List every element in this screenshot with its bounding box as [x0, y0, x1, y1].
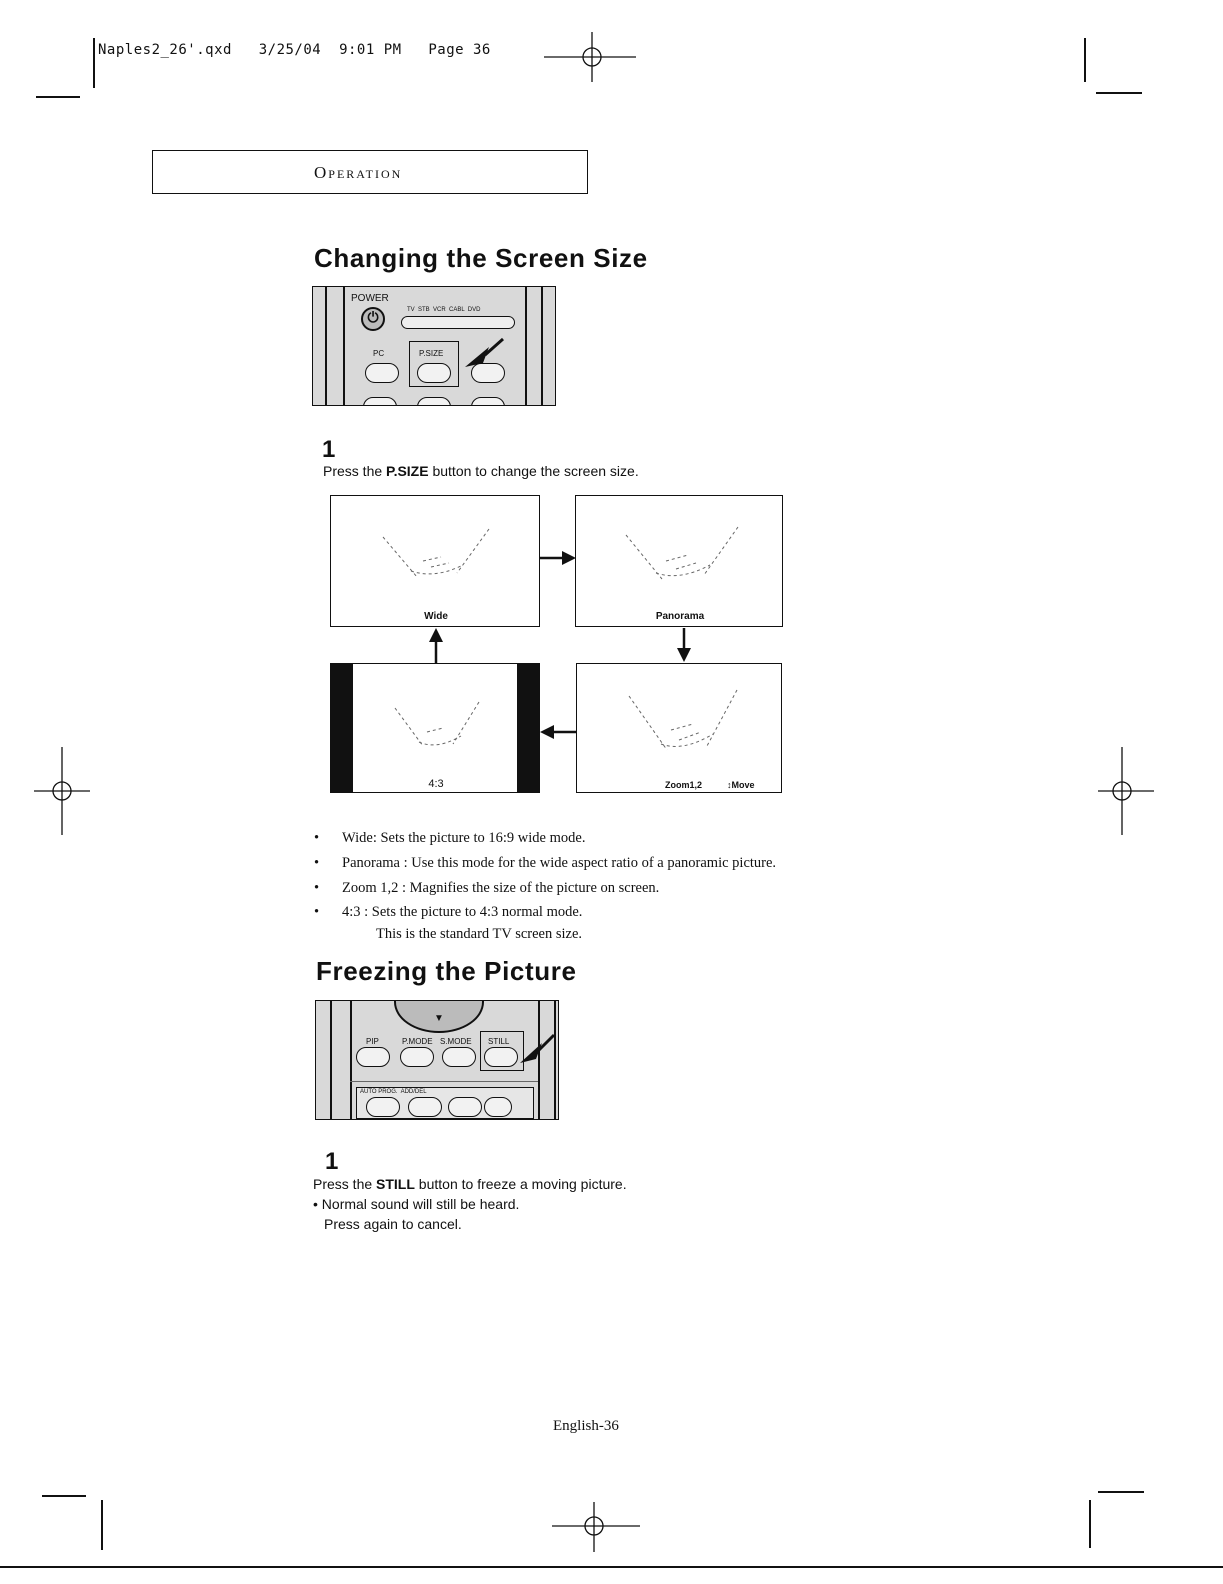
step-text-before: Press the [313, 1176, 377, 1192]
arrow-right-icon [538, 548, 578, 568]
crop-mark [42, 1495, 86, 1497]
remote-edge [541, 287, 543, 406]
page-footer: English-36 [553, 1418, 619, 1434]
panel-label-zoom: Zoom1,2 [665, 780, 703, 790]
picture-sketch-icon [371, 521, 501, 601]
crop-mark [36, 96, 80, 98]
auto-prog-button [366, 1097, 400, 1117]
lower-button [363, 397, 397, 406]
crop-mark [1089, 1500, 1091, 1548]
crop-mark [1084, 38, 1086, 82]
bullet-text: Panorama : Use this mode for the wide aspect ratio of a panoramic picture. [342, 855, 777, 871]
bullet-text: 4:3 : Sets the picture to 4:3 normal mode. [342, 904, 583, 920]
panel-panorama [575, 495, 783, 627]
step-text-after: button to change the screen size. [428, 463, 639, 479]
arrow-left-icon [538, 722, 578, 742]
crop-mark [93, 38, 95, 88]
step-note-2: Press again to cancel. [324, 1216, 462, 1232]
pc-button [365, 363, 399, 383]
bottom-labels: AUTO PROG. ADD/DEL [360, 1089, 427, 1095]
panel-label-wide: Wide [424, 611, 448, 622]
picture-sketch-icon [616, 521, 746, 601]
step-number: 1 [325, 1148, 339, 1175]
registration-mark-right [1094, 745, 1158, 837]
heading-screen-size: Changing the Screen Size [314, 243, 648, 273]
still-button [484, 1047, 518, 1067]
dpad-icon: ▼ [394, 1000, 484, 1033]
step-number: 1 [322, 436, 336, 463]
step-button-name: P.SIZE [386, 463, 429, 479]
power-button-icon: ⏻ [361, 307, 385, 331]
pip-button [356, 1047, 390, 1067]
panel-zoom [576, 663, 782, 793]
lower-button [448, 1097, 482, 1117]
bullet-panorama [314, 851, 776, 876]
step-instruction [323, 463, 639, 479]
pc-label: PC [373, 349, 385, 358]
bullet-marker: • [314, 855, 320, 871]
black-side-bar [517, 664, 539, 792]
step-button-name: STILL [376, 1176, 415, 1192]
arrow-up-icon [424, 626, 448, 664]
lower-button [471, 397, 505, 406]
pointer-arrow-icon [461, 333, 511, 373]
step-text-after: button to freeze a moving picture. [414, 1176, 627, 1192]
step-instruction [313, 1176, 627, 1192]
heading-freeze: Freezing the Picture [316, 956, 577, 986]
registration-mark-left [30, 745, 94, 837]
mode-labels: TV STB VCR CABL DVD [407, 307, 481, 313]
remote-divider [350, 1081, 538, 1082]
arrow-down-icon [672, 628, 696, 664]
panel-label-move: ↕Move [727, 780, 755, 790]
mode-descriptions [314, 826, 776, 945]
bullet-wide [314, 826, 776, 851]
crop-mark [101, 1500, 103, 1550]
pip-label: PIP [366, 1037, 379, 1046]
remote-edge [330, 1001, 332, 1120]
bullet-zoom [314, 876, 776, 901]
remote-edge [325, 287, 327, 406]
bullet-marker: • [314, 904, 320, 920]
power-label: POWER [351, 293, 389, 304]
pmode-label: P.MODE [402, 1037, 433, 1046]
section-title: Operation [314, 163, 403, 182]
page-bottom-rule [0, 1566, 1223, 1568]
remote-edge [343, 287, 345, 406]
mode-selector-bar [401, 316, 515, 329]
crop-mark [1096, 92, 1142, 94]
psize-label: P.SIZE [419, 349, 444, 358]
picture-sketch-icon [381, 694, 491, 764]
remote-edge [350, 1001, 352, 1120]
bullet-text: Wide: Sets the picture to 16:9 wide mode. [342, 830, 586, 846]
registration-mark-bottom [548, 1500, 644, 1554]
smode-label: S.MODE [440, 1037, 472, 1046]
pmode-button [400, 1047, 434, 1067]
picture-sketch-icon [617, 684, 747, 774]
remote-illustration-psize [312, 286, 556, 406]
psize-button [417, 363, 451, 383]
add-del-button [408, 1097, 442, 1117]
pointer-arrow-icon [516, 1027, 559, 1067]
remote-illustration-still [315, 1000, 559, 1120]
lower-button [417, 397, 451, 406]
step-note: • Normal sound will still be heard. [313, 1196, 520, 1212]
panel-43 [330, 663, 540, 793]
bullet-marker: • [314, 880, 320, 896]
bullet-continuation: This is the standard TV screen size. [376, 926, 583, 942]
panel-wide [330, 495, 540, 627]
panel-label-panorama: Panorama [655, 611, 705, 622]
remote-edge [525, 287, 527, 406]
step-text-before: Press the [323, 463, 387, 479]
panel-label-43: 4:3 [428, 778, 444, 790]
bullet-marker: • [314, 830, 320, 846]
bullet-text: Zoom 1,2 : Magnifies the size of the picture on screen. [342, 880, 660, 896]
crop-mark [1098, 1491, 1144, 1493]
smode-button [442, 1047, 476, 1067]
bullet-43 [314, 901, 776, 923]
black-side-bar [331, 664, 353, 792]
print-slug: Naples2_26'.qxd 3/25/04 9:01 PM Page 36 [98, 42, 491, 58]
still-label: STILL [488, 1037, 510, 1046]
registration-mark-top [540, 30, 640, 84]
lower-button [484, 1097, 512, 1117]
